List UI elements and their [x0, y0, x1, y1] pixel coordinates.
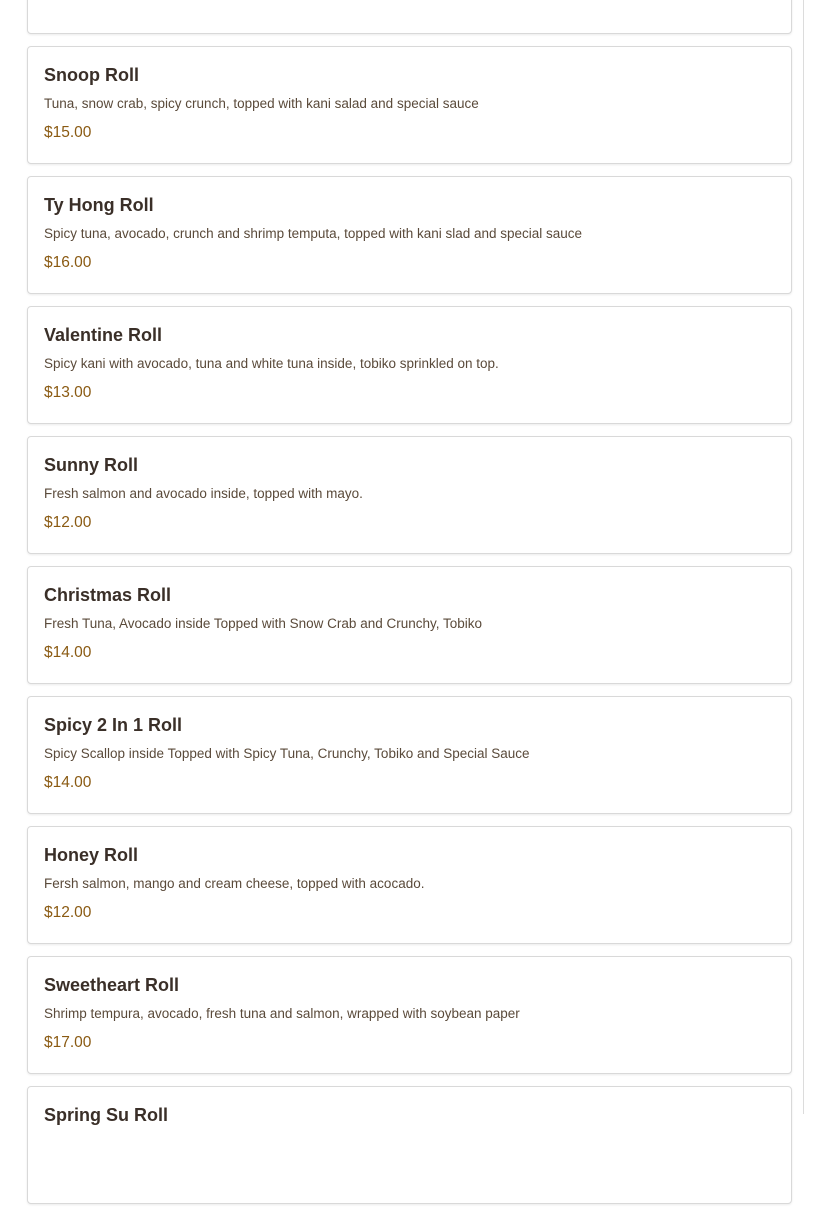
menu-item-name: Sunny Roll: [44, 455, 138, 475]
menu-item-description: Fresh Tuna, Avocado inside Topped with Snow Crab and Crunchy, Tobiko: [44, 616, 483, 631]
menu-item-card[interactable]: [27, 436, 792, 554]
menu-item-card[interactable]: [27, 956, 792, 1074]
menu-item-price: $16.00: [44, 254, 92, 271]
menu-item-description: Shrimp tempura, avocado, fresh tuna and salmon, wrapped with soybean paper: [44, 1006, 520, 1021]
menu-item-name: Christmas Roll: [44, 585, 172, 605]
menu-item-card[interactable]: [27, 176, 792, 294]
menu-item-price: $14.00: [44, 774, 92, 791]
menu-item-description: Fresh salmon and avocado inside, topped with mayo.: [44, 486, 363, 501]
menu-item-name: Honey Roll: [44, 845, 139, 865]
menu-item-price: $17.00: [44, 1034, 92, 1051]
menu-item-description: Tuna, snow crab, spicy crunch, topped with kani salad and special sauce: [44, 96, 479, 111]
menu-item-description: Spicy Scallop inside Topped with Spicy Tuna, Crunchy, Tobiko and Special Sauce: [44, 746, 530, 761]
menu-item-price: $13.00: [44, 384, 92, 401]
menu-item-name: Ty Hong Roll: [44, 195, 154, 215]
menu-item-name: Sweetheart Roll: [44, 975, 180, 995]
menu-item-description: Spicy kani with avocado, tuna and white tuna inside, tobiko sprinkled on top.: [44, 356, 499, 371]
menu-item-price: $12.00: [44, 904, 92, 921]
menu-item-price: $15.00: [44, 124, 92, 141]
menu-item-card[interactable]: [27, 46, 792, 164]
menu-item-card[interactable]: [27, 1086, 792, 1204]
menu-item-card[interactable]: [27, 306, 792, 424]
menu-item-description: Spicy tuna, avocado, crunch and shrimp temputa, topped with kani slad and special sauce: [44, 226, 583, 241]
menu-item-name: Snoop Roll: [44, 65, 139, 85]
menu-item-list: [27, 0, 792, 1216]
menu-item-card[interactable]: [27, 826, 792, 944]
menu-item-price: $14.00: [44, 644, 92, 661]
menu-item-name: Valentine Roll: [44, 325, 163, 345]
scroll-edge: [803, 0, 804, 1114]
menu-item-price: $12.00: [44, 514, 92, 531]
menu-item-name: Spring Su Roll: [44, 1105, 168, 1125]
menu-item-card[interactable]: [27, 696, 792, 814]
menu-item-description: Fersh salmon, mango and cream cheese, topped with acocado.: [44, 876, 425, 891]
menu-item-card[interactable]: [27, 0, 792, 34]
menu-item-card[interactable]: [27, 566, 792, 684]
menu-item-name: Spicy 2 In 1 Roll: [44, 715, 183, 735]
